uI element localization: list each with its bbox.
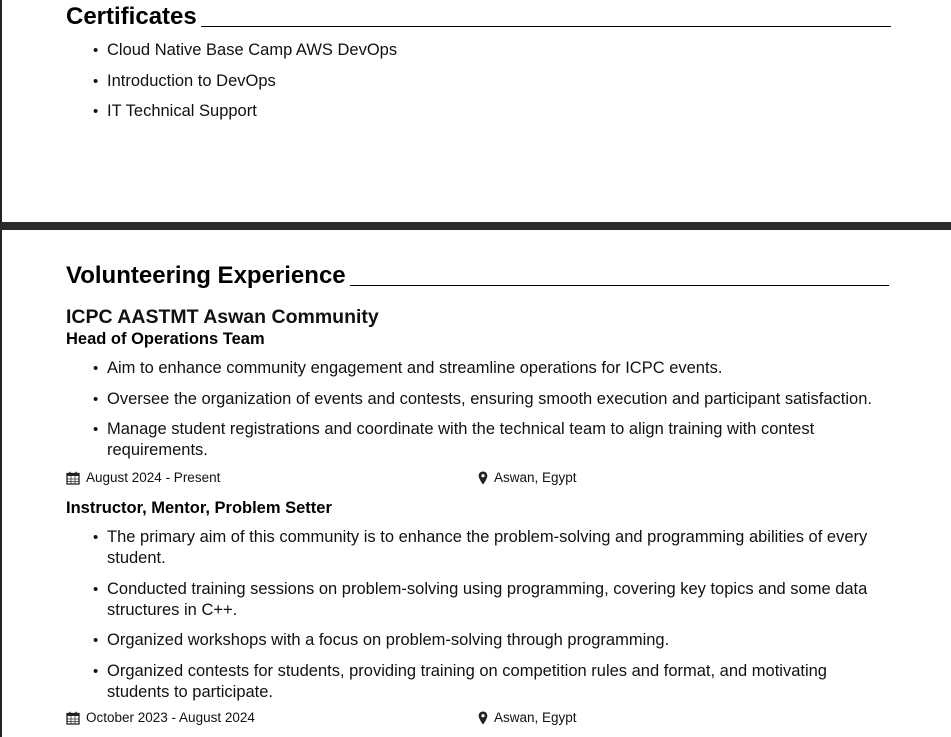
map-pin-icon xyxy=(478,471,488,485)
document-page xyxy=(0,230,951,737)
certificates-list xyxy=(92,40,892,132)
certificates-heading: Certificates xyxy=(66,3,197,30)
role-date-text: October 2023 - August 2024 xyxy=(86,710,255,725)
document-page xyxy=(0,0,951,222)
role-title: Instructor, Mentor, Problem Setter xyxy=(66,499,332,517)
role-meta xyxy=(66,470,766,488)
role-bullet: • Conducted training sessions on problem-solving using programming, covering key topics and some data structures in C++. xyxy=(92,579,892,621)
role-date xyxy=(66,710,255,725)
heading-rule xyxy=(350,285,889,286)
certificate-item: • Introduction to DevOps xyxy=(92,71,892,92)
volunteering-section-heading xyxy=(66,263,889,289)
role-bullet: • Organized contests for students, providing training on competition rules and format, and motivating students to participate. xyxy=(92,661,892,703)
map-pin-icon xyxy=(478,711,488,725)
role-bullet: • Oversee the organization of events and contests, ensuring smooth execution and participant satisfaction. xyxy=(92,389,892,410)
role-meta xyxy=(66,710,766,728)
role-date-text: August 2024 - Present xyxy=(86,470,221,485)
calendar-icon xyxy=(66,471,80,485)
role-location xyxy=(478,710,577,725)
certificates-section-heading xyxy=(66,4,891,30)
organization-name: ICPC AASTMT Aswan Community xyxy=(66,306,379,328)
role-date xyxy=(66,470,220,485)
role-bullet: • Manage student registrations and coordinate with the technical team to align training with contest requirements. xyxy=(92,419,892,461)
role-location-text: Aswan, Egypt xyxy=(494,470,577,485)
certificate-item: • IT Technical Support xyxy=(92,101,892,122)
volunteering-heading: Volunteering Experience xyxy=(66,262,346,289)
role-bullet: • The primary aim of this community is to enhance the problem-solving and programming abilities of every student. xyxy=(92,527,892,569)
role-bullet: • Organized workshops with a focus on problem-solving through programming. xyxy=(92,630,892,651)
role-bullet: • Aim to enhance community engagement and streamline operations for ICPC events. xyxy=(92,358,892,379)
role-location xyxy=(478,470,577,485)
role-bullets xyxy=(92,358,892,471)
role-title: Head of Operations Team xyxy=(66,330,265,348)
certificate-item: • Cloud Native Base Camp AWS DevOps xyxy=(92,40,892,61)
calendar-icon xyxy=(66,711,80,725)
heading-rule xyxy=(201,26,891,27)
page-separator xyxy=(0,222,951,230)
role-bullets xyxy=(92,527,892,712)
role-location-text: Aswan, Egypt xyxy=(494,710,577,725)
